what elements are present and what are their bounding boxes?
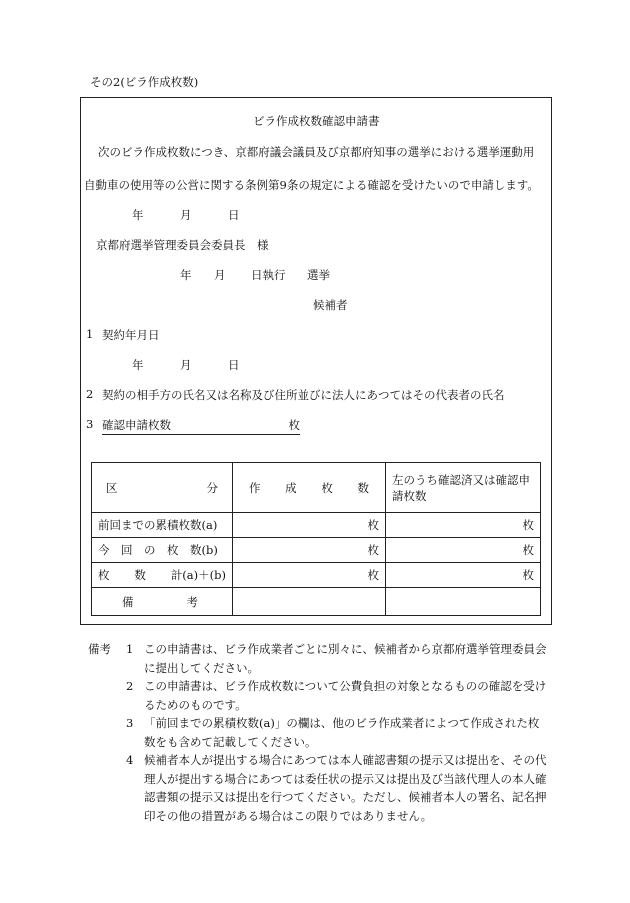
intro-line-2: 自動車の使用等の公営に関する条例第9条の規定による確認を受けたいので申請します。 xyxy=(84,178,539,192)
table-row xyxy=(92,563,541,588)
row-confirmed-unit: 枚 xyxy=(386,513,541,538)
list-item xyxy=(88,714,548,751)
item-3-label: 確認申請枚数 xyxy=(102,418,171,432)
remarks-cell-created xyxy=(233,588,386,616)
note-number: 4 xyxy=(126,753,134,767)
table-header-row xyxy=(92,463,541,513)
table-row xyxy=(92,538,541,563)
row-created-unit: 枚 xyxy=(233,538,386,563)
list-item xyxy=(88,677,548,714)
form-title: ビラ作成枚数確認申請書 xyxy=(253,114,380,128)
row-label-remarks: 備 考 xyxy=(92,588,233,616)
election-label: 選挙 xyxy=(307,268,330,282)
election-day-exec: 日執行 xyxy=(251,268,286,282)
note-text: この申請書は、ビラ作成業者ごとに別々に、候補者から京都府選挙管理委員会に提出してください。 xyxy=(144,642,547,675)
contract-date-day: 日 xyxy=(228,358,240,372)
row-label-previous: 前回までの累積枚数(a) xyxy=(92,513,233,538)
row-created-unit: 枚 xyxy=(233,513,386,538)
note-text: この申請書は、ビラ作成枚数について公費負担の対象となるものの確認を受けるためのものです。 xyxy=(144,679,547,712)
contract-date-year: 年 xyxy=(132,358,144,372)
requested-count-line xyxy=(102,417,300,435)
notes-heading: 備考 xyxy=(88,642,111,656)
contract-date-month: 月 xyxy=(180,358,192,372)
form-number-label: その2(ビラ作成枚数) xyxy=(90,75,199,89)
header-created-count: 作 成 枚 数 xyxy=(233,463,386,513)
note-number: 2 xyxy=(126,679,134,693)
election-year: 年 xyxy=(180,268,192,282)
row-label-total: 枚 数 計(a)＋(b) xyxy=(92,563,233,588)
table-row-remarks xyxy=(92,588,541,616)
table-row xyxy=(92,513,541,538)
count-table xyxy=(91,462,541,616)
item-3-unit: 枚 xyxy=(288,418,300,432)
date-day: 日 xyxy=(228,208,240,222)
list-item xyxy=(88,640,548,677)
intro-line-1: 次のビラ作成枚数につき、京都府議会議員及び京都府知事の選挙における選挙運動用 xyxy=(98,145,535,159)
list-item xyxy=(88,751,548,825)
note-text: 「前回までの累積枚数(a)」の欄は、他のビラ作成業者によつて作成された枚数をも含めて記載してください。 xyxy=(144,716,540,749)
row-created-unit: 枚 xyxy=(233,563,386,588)
note-text: 候補者本人が提出する場合にあつては本人確認書類の提示又は提出を、その代理人が提出する場合にあつては委任状の提示又は提出及び当該代理人の本人確認書類の提示又は提出を行つてください。ただし、候補者本人の署名、記名押印その他の措置がある場合はこの限りではありません。 xyxy=(144,753,547,823)
item-2-number: 2 xyxy=(86,387,94,401)
notes-section xyxy=(88,640,548,825)
date-month: 月 xyxy=(180,208,192,222)
addressee: 京都府選挙管理委員会委員長 様 xyxy=(96,238,269,252)
date-year: 年 xyxy=(132,208,144,222)
item-2-label: 契約の相手方の氏名又は名称及び住所並びに法人にあつてはその代表者の氏名 xyxy=(102,388,505,402)
row-confirmed-unit: 枚 xyxy=(386,538,541,563)
note-number: 1 xyxy=(126,642,134,656)
election-month: 月 xyxy=(214,268,226,282)
note-number: 3 xyxy=(126,716,134,730)
item-3-number: 3 xyxy=(86,417,94,431)
candidate-label: 候補者 xyxy=(313,298,348,312)
row-label-current: 今 回 の 枚 数(b) xyxy=(92,538,233,563)
item-1-label: 契約年月日 xyxy=(102,328,160,342)
item-1-number: 1 xyxy=(86,327,94,341)
remarks-cell-confirmed xyxy=(386,588,541,616)
row-confirmed-unit: 枚 xyxy=(386,563,541,588)
header-category: 区 分 xyxy=(92,463,233,513)
header-confirmed-count: 左のうち確認済又は確認申請枚数 xyxy=(386,463,541,513)
